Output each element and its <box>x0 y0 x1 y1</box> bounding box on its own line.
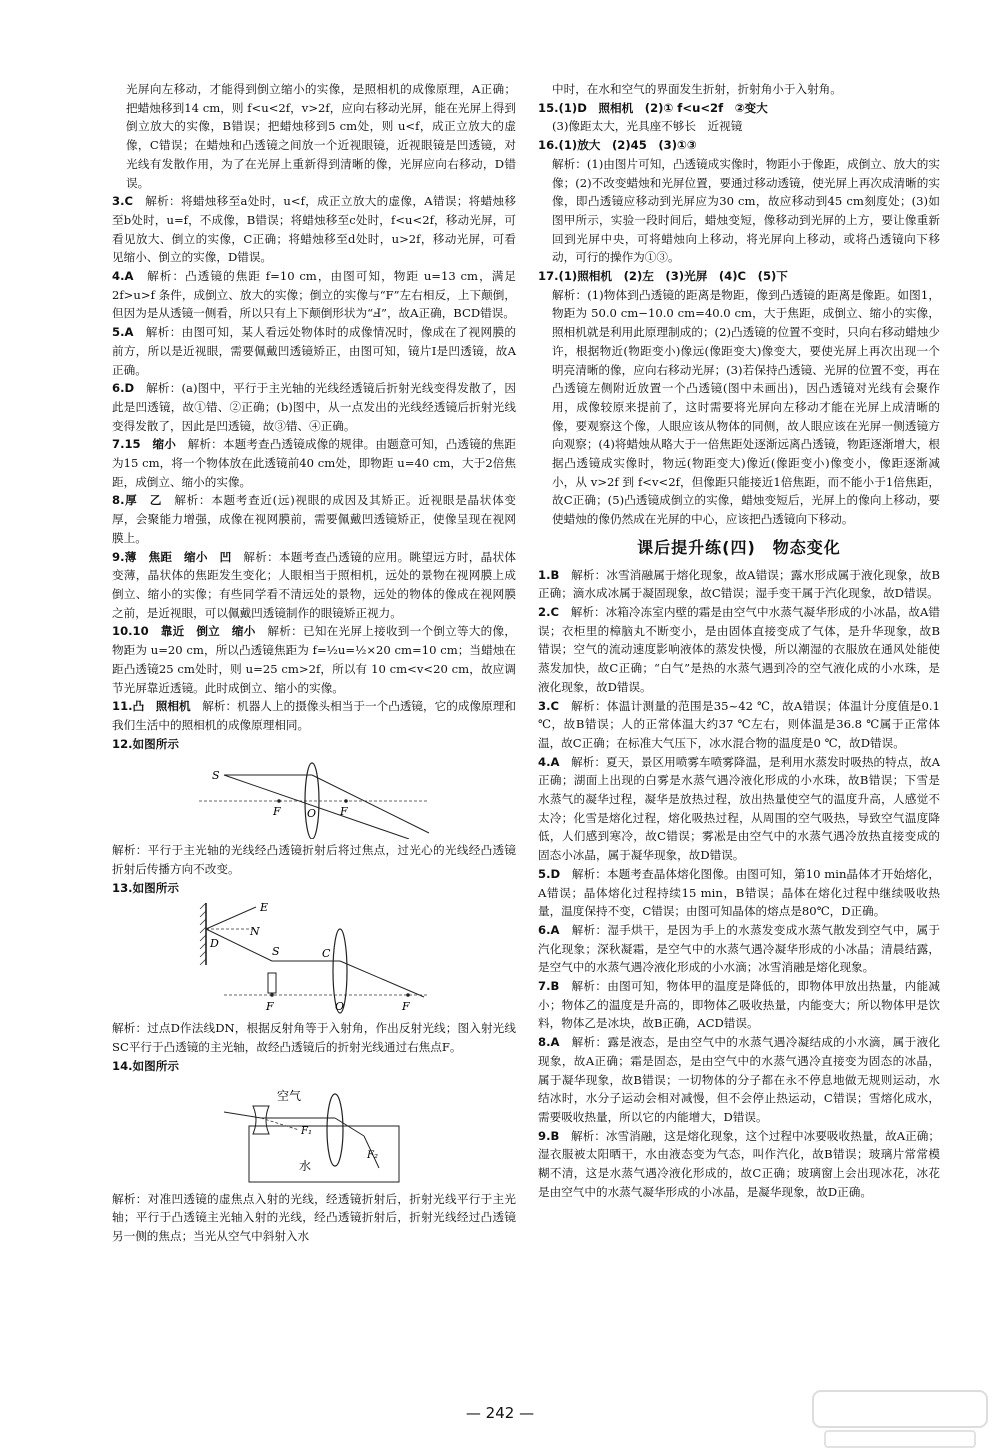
section-title: 课后提升练(四) 物态变化 <box>637 537 841 557</box>
answer-explanation: 解析：本题考查近(远)视眼的成因及其矫正。近视眼是晶状体变厚，会聚能力增强，成像在视网膜前，需要佩戴凹透镜矫正，使像呈现在视网膜上。 <box>112 493 516 545</box>
answer-explanation: 解析：湿手烘干，是因为手上的水蒸发变成水蒸气散发到空气中，属于汽化现象；深秋凝霜，是空气中的水蒸气遇冷凝华形成的小冰晶；清晨结露，是空气中的水蒸气遇冷液化形成的小水滴；冰雪消融是熔化现象。 <box>538 922 940 975</box>
label-o: O <box>335 1000 345 1014</box>
page-number: — 242 — <box>465 1404 535 1422</box>
mirror-hatching <box>200 903 206 965</box>
label-f-left: F <box>266 1000 274 1014</box>
section-answer-1 <box>538 566 940 603</box>
answer-number: 7.B <box>538 979 560 994</box>
answer-number: 7.15 缩小 <box>112 437 176 452</box>
answer-explanation: 解析：本题考查凸透镜成像的规律。由题意可知，凸透镜的焦距为15 cm，将一个物体放在此透镜前40 cm处，即物距 u=40 cm，大于2倍焦距，成倒立、缩小的实像。 <box>112 437 516 489</box>
answer-8 <box>112 491 516 547</box>
answer-explanation: 解析：已知在光屏上接收到一个倒立等大的像，物距为 u=20 cm，所以凸透镜焦距为 f=½u=½×20 cm=10 cm；当蜡烛在距凸透镜25 cm处时，则 u=25 cm>2f，所以有 10 cm<v<20 cm，故应调节光屏靠近透镜。此时成倒立、缩小的实像。 <box>112 624 516 695</box>
right-column <box>538 80 940 1201</box>
answer-number: 10.10 靠近 倒立 缩小 <box>112 624 256 639</box>
label-d: D <box>210 937 219 951</box>
focus-point-left <box>270 994 274 998</box>
section-answer-2 <box>538 603 940 697</box>
label-f2: F₂ <box>367 1149 378 1161</box>
answer-number: 8.厚 乙 <box>112 493 163 508</box>
section-answer-4 <box>538 753 940 865</box>
label-air: 空气 <box>277 1088 302 1103</box>
answer-14: 解析：对准凹透镜的虚焦点入射的光线，经透镜折射后，折射光线平行于主光轴；平行于凸透镜主光轴入射的光线，经凸透镜折射后，折射光线经过凸透镜另一侧的焦点；当光从空气中斜射入水 <box>112 1191 516 1243</box>
figure-lens-water-ray <box>219 1078 409 1188</box>
answer-explanation: 解析：由图可知，物体甲的温度是降低的，即物体甲放出热量，内能减小；物体乙的温度是升高的，即物体乙吸收热量，内能变大；所以物体甲是饮料，物体乙是冰块，故B正确，ACD错误。 <box>538 979 940 1031</box>
label-f-right: F <box>340 805 348 819</box>
label-o: O <box>307 807 317 821</box>
section-answer-9 <box>538 1127 940 1202</box>
label-c: C <box>322 947 331 961</box>
answer-number: 9.B <box>538 1128 560 1143</box>
label-e: E <box>260 901 269 915</box>
label-s: S <box>212 769 220 783</box>
label-n: N <box>250 925 260 939</box>
answer-explanation: 解析：由图可知，某人看远处物体时的成像情况时，像成在了视网膜的前方，所以是近视眼，需要佩戴凹透镜矫正，由图可知，镜片Ⅰ是凹透镜，故A正确。 <box>112 325 516 377</box>
figure-convex-lens-ray <box>194 755 434 839</box>
convex-lens <box>327 1094 343 1166</box>
answer-12-number: 12.如图所示 <box>112 736 179 751</box>
answer-17: 解析：(1)物体到凸透镜的距离是物距，像到凸透镜的距离是像距。如图1，物距为 50.0 cm−10.0 cm=40.0 cm，大于焦距，成倒立、缩小的实像，照相机就是利用此原理制成的；(2)凸透镜的位置不变时，只向右移动蜡烛少许，根据物近(物距变小)像远(像距变大)像变大，要使光屏上再次出现一个明亮清晰的像，应向右移动光屏；(3)若保持凸透镜、光屏的位置不变，再在凸透镜左侧附近放置一个凸透镜(图中未画出)，因凸透镜对光线有会聚作用，成像较原来提前了，这时需要将光屏向左移动才能在光屏上成清晰的像，要观察这个像，人眼应该从物体的同侧，故人眼应该在光屏一侧透镜方向观察；(4)将蜡烛从略大于一倍焦距处逐渐远离凸透镜，物距逐渐增大，根据凸透镜成实像时，物远(物距变大)像近(像距变小)像变小，像距逐渐减小，从 v>2f 到 f<v<2f，但像距只能接近1倍焦距，而不能小于1倍焦距，故C正确；(5)凸透镜成倒立的实像，蜡烛变短后，光屏上的像向上移动，要使蜡烛的像仍然成在光屏的中心，应该把凸透镜向下移动。 <box>552 287 940 527</box>
answer-13-number: 13.如图所示 <box>112 880 179 895</box>
answer-explanation: 解析：体温计测量的范围是35~42 ℃，故A错误；体温计分度值是0.1 ℃，故B错误；人的正常体温大约37 ℃左右，则体温是36.8 ℃属于正常体温，故C正确；在标准大气压下，冰水混合物的温度是0 ℃，故D错误。 <box>538 698 940 750</box>
answer-number: 4.A <box>538 754 560 769</box>
answer-6 <box>112 379 516 435</box>
answer-explanation: 解析：冰雪消融属于熔化现象，故A错误；露水形成属于液化现象，故B正确；滴水成冰属于凝固现象，故C错误；湿手变干属于汽化现象，故D错误。 <box>538 567 940 601</box>
answer-7 <box>112 435 516 491</box>
focus-point-left <box>277 800 281 804</box>
answer-10 <box>112 622 516 697</box>
answer-explanation: 解析：本题考查晶体熔化图像。由图可知，第10 min晶体才开始熔化，A错误；晶体熔化过程持续15 min，B错误；晶体在熔化过程中继续吸收热量，温度保持不变，C错误；由图可知晶体的熔点是80℃，D正确。 <box>538 866 940 919</box>
figure-mirror-lens-ray <box>194 899 434 1017</box>
answer-explanation: 解析：将蜡烛移至a处时，u<f，成正立放大的虚像，A错误；将蜡烛移至b处时，u=f，不成像，B错误；将蜡烛移至c处时，f<u<2f，移动光屏，可看见放大、倒立的实像，C正确；将蜡烛移至d处时，u>2f，移动光屏，可看见缩小、倒立的实像，D错误。 <box>112 194 516 265</box>
answer-continuation: 光屏向左移动，才能得到倒立缩小的实像，是照相机的成像原理，A正确；把蜡烛移到14 cm，则 f<u<2f，v>2f，应向右移动光屏，能在光屏上得到倒立放大的实像，B错误；把蜡烛移到5 cm处，则 u<f，成正立放大的虚像，C错误；在蜡烛和凸透镜之间放一个近视眼镜，近视眼镜是凹透镜，对光线有发散作用，为了在光屏上重新得到清晰的像，光屏应向右移动，D错误。 <box>126 82 516 190</box>
candle-object <box>268 973 276 993</box>
answer-16-number: 16.(1)放大 (2)45 (3)①③ <box>538 138 697 153</box>
answer-number: 9.薄 焦距 缩小 凹 <box>112 549 232 564</box>
label-f-left: F <box>273 805 281 819</box>
answer-number: 2.C <box>538 604 559 619</box>
answer-explanation: 解析：(a)图中，平行于主光轴的光线经透镜后折射光线变得发散了，因此是凹透镜，故①错、②正确；(b)图中，从一点发出的光线经透镜后折射光线变得发散了，因此是凹透镜，故③错、④正确。 <box>112 381 516 433</box>
answer-number: 6.D <box>112 381 135 396</box>
focus-point-right <box>406 994 410 998</box>
answer-number: 5.D <box>538 866 561 881</box>
answer-number: 6.A <box>538 922 560 937</box>
answer-9 <box>112 548 516 623</box>
answer-explanation: 解析：夏天，景区用喷雾车喷雾降温，是利用水蒸发时吸热的特点，故A正确；湖面上出现的白雾是水蒸气遇冷液化形成的小水珠，故B错误；下雪是水蒸气的凝华过程，凝华是放热过程，放出热量使空气的温度升高，人感觉不太冷；化雪是熔化过程，熔化吸热过程，从周围的空气吸热，导致空气温度降低，人们感到寒冷，故C错误；雾凇是由空气中的水蒸气遇冷放热直接变成的固态小冰晶，属于凝华现象，故D错误。 <box>538 754 940 863</box>
watermark-frame <box>813 1391 987 1427</box>
section-answer-8 <box>538 1033 940 1127</box>
answer-15: 15.(1)D 照相机 (2)① f<u<2f ②变大 <box>538 100 768 115</box>
watermark-bar <box>825 1431 975 1447</box>
watermark-logo <box>805 1385 995 1453</box>
answer-explanation: 解析：冰箱冷冻室内壁的霜是由空气中水蒸气凝华形成的小冰晶，故A错误；衣柜里的樟脑丸不断变小，是由固体直接变成了气体，是升华现象，故B错误；空气的流动速度影响液体的蒸发快慢，所以潮湿的衣服放在通风处能使蒸发加快，故C正确；“白气”是热的水蒸气遇到冷的空气液化成的小水珠，是液化现象，故D错误。 <box>538 604 940 694</box>
answer-15-part3: (3)像距太大，光具座不够长 近视镜 <box>552 119 743 134</box>
answer-number: 11.凸 照相机 <box>112 699 191 714</box>
answer-number: 3.C <box>112 194 133 209</box>
refracted-ray <box>335 1118 364 1136</box>
label-water: 水 <box>299 1158 312 1173</box>
refracted-ray <box>340 961 424 997</box>
answer-13: 解析：过点D作法线DN，根据反射角等于入射角，作出反射光线；图入射光线SC平行于凸透镜的主光轴，故经凸透镜后的折射光线通过右焦点F。 <box>112 1021 516 1055</box>
answer-explanation: 解析：凸透镜的焦距 f=10 cm，由图可知，物距 u=13 cm，满足 2f>u>f 条件，成倒立、放大的实像；倒立的实像与“F”左右相反，上下颠倒，但因为是从透镜一侧看，所以只有上下颠倒形状为“Ⅎ”，故A正确，BCD错误。 <box>112 269 516 321</box>
answer-16: 解析：(1)由图片可知，凸透镜成实像时，物距小于像距，成倒立、放大的实像；(2)不改变蜡烛和光屏位置，要通过移动透镜，使光屏上再次成清晰的实像，即凸透镜应移动到光屏应为30 cm，故应移动到45 cm刻度处；(3)如图甲所示，实验一段时间后，蜡烛变短，像移动到光屏的上方，要让像重新回到光屏中央，可将蜡烛向上移动，将光屏向上移动，或将凸透镜向下移动，可行的操作为①③。 <box>552 156 940 265</box>
answer-17-number: 17.(1)照相机 (2)左 (3)光屏 (4)C (5)下 <box>538 269 788 284</box>
answer-12: 解析：平行于主光轴的光线经凸透镜折射后将过焦点，过光心的光线经凸透镜折射后传播方向不改变。 <box>112 843 516 877</box>
section-answer-3 <box>538 697 940 753</box>
left-column <box>112 80 516 1246</box>
label-f-right: F <box>402 1000 410 1014</box>
answer-explanation: 解析：本题考查凸透镜的应用。眺望远方时，晶状体变薄，晶状体的焦距发生变化；人眼相当于照相机，远处的景物在视网膜上成倒立、缩小的实像；有些同学看不清远处的景物，远处的物体的像成在视网膜之前，是近视眼，可以佩戴凹透镜制作的眼镜矫正视力。 <box>112 549 516 620</box>
ray-refracted <box>312 775 429 833</box>
answer-5 <box>112 323 516 379</box>
section-answer-6 <box>538 921 940 977</box>
focus-point-right <box>344 800 348 804</box>
answer-explanation: 解析：冰雪消融，这是熔化现象，这个过程中冰要吸收热量，故A正确；湿衣服被太阳晒干，水由液态变为气态，叫作汽化，故B错误；玻璃片常常模糊不清，这是水蒸气遇冷液化形成的，故C正确；玻璃窗上会出现冰花，冰花是由空气中的水蒸气凝华形成的小冰晶，是凝华现象，故D正确。 <box>538 1128 940 1199</box>
label-f1: F₁ <box>301 1125 312 1137</box>
answer-number: 5.A <box>112 325 134 340</box>
answer-14-number: 14.如图所示 <box>112 1058 179 1073</box>
reflected-ray <box>206 907 256 929</box>
answer-number: 8.A <box>538 1035 560 1050</box>
answer-number: 4.A <box>112 269 134 284</box>
label-s: S <box>272 945 280 959</box>
answer-11 <box>112 697 516 734</box>
answer-number: 3.C <box>538 698 559 713</box>
answer-explanation: 解析：露是液态，是由空气中的水蒸气遇冷凝结成的小水滴，属于液化现象，故A正确；霜是固态，是由空气中的水蒸气遇冷直接变为固态的冰晶，属于凝华现象，故B错误；一切物体的分子都在永不停息地做无规则运动，水结冰时，水分子运动会相对减慢，但不会停止热运动，C错误；雪熔化成水，需要吸收热量，所以它的内能增大，D错误。 <box>538 1035 940 1124</box>
answer-number: 1.B <box>538 567 560 582</box>
answer-explanation: 解析：机器人上的摄像头相当于一个凸透镜，它的成像原理和我们生活中的照相机的成像原理相同。 <box>112 699 516 732</box>
section-answer-5 <box>538 865 940 921</box>
answer-4 <box>112 267 516 323</box>
section-answer-7 <box>538 977 940 1033</box>
answer-3 <box>112 192 516 267</box>
answer-14-continuation: 中时，在水和空气的界面发生折射，折射角小于入射角。 <box>552 82 842 96</box>
